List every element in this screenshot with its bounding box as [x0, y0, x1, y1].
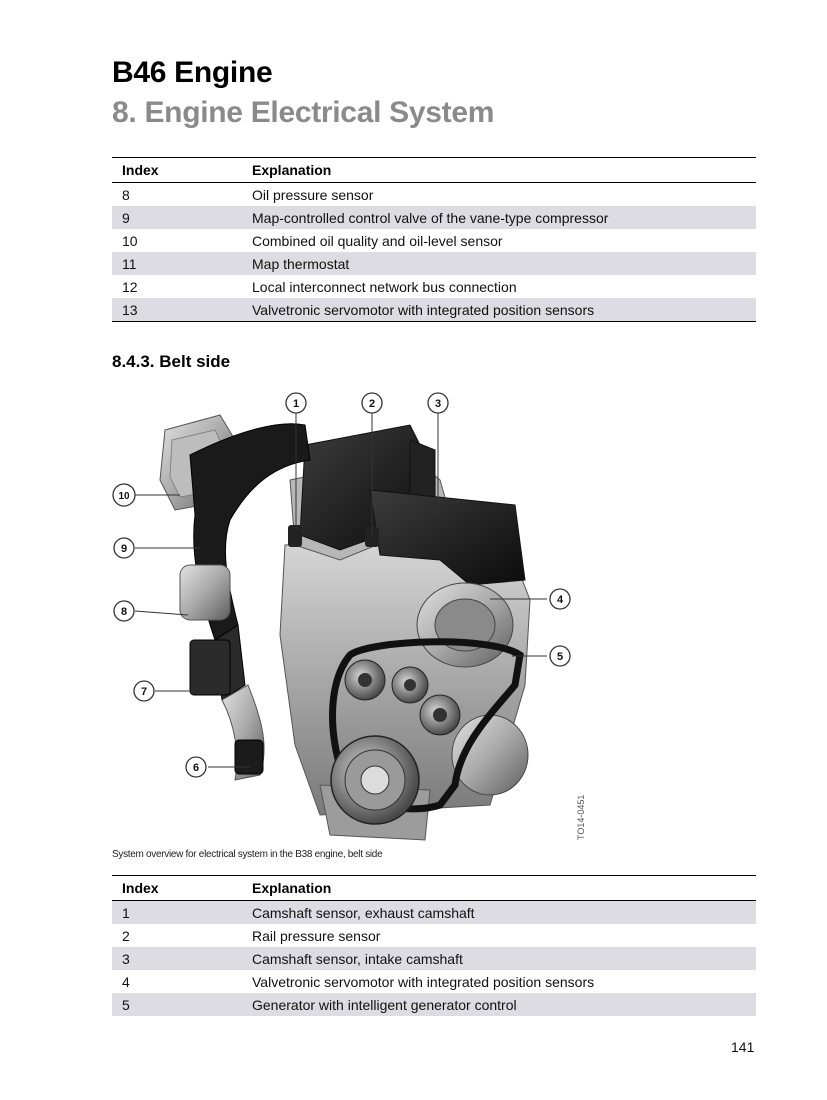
svg-text:8: 8: [120, 606, 128, 618]
callout-5: [550, 646, 570, 666]
row-explanation: Oil pressure sensor: [252, 186, 374, 203]
callout-2: [362, 393, 382, 413]
callout-8: [114, 601, 134, 621]
row-explanation: Camshaft sensor, exhaust camshaft: [242, 901, 756, 925]
svg-text:7: 7: [140, 686, 148, 698]
column-header-explanation: Explanation: [242, 876, 756, 901]
index-table-bottom: [112, 875, 756, 1016]
table-row: [112, 901, 756, 925]
table-row: [112, 229, 756, 252]
document-title: B46 Engine: [112, 56, 273, 89]
figure-caption: System overview for electrical system in the B38 engine, belt side: [112, 849, 383, 860]
table-row: [112, 298, 756, 322]
column-header-index: Index: [112, 876, 242, 901]
engine-body: [160, 415, 530, 840]
svg-text:10: 10: [118, 491, 130, 502]
svg-text:9: 9: [120, 543, 128, 555]
svg-text:4: 4: [556, 594, 564, 606]
row-index: 8: [122, 186, 130, 203]
table-row: [112, 924, 756, 947]
callout-10: [113, 484, 135, 506]
callout-9: [114, 538, 134, 558]
svg-text:1: 1: [292, 398, 300, 410]
row-index: 9: [112, 206, 242, 229]
callout-7: [134, 681, 154, 701]
table-row: [112, 183, 756, 207]
table-row: [112, 252, 756, 275]
row-explanation: Valvetronic servomotor with integrated position sensors: [252, 973, 595, 990]
row-explanation: Combined oil quality and oil-level sensor: [252, 232, 503, 249]
svg-text:6: 6: [192, 762, 200, 774]
row-index: 10: [122, 232, 138, 249]
row-explanation: Map thermostat: [242, 252, 756, 275]
column-header-explanation: Explanation: [242, 158, 756, 183]
index-table-top: [112, 157, 756, 322]
callout-3: [428, 393, 448, 413]
row-explanation: Map-controlled control valve of the vane-type compressor: [242, 206, 756, 229]
page-number: 141: [731, 1039, 755, 1055]
row-index: 13: [112, 298, 242, 322]
svg-text:5: 5: [556, 651, 564, 663]
row-index: 5: [112, 993, 242, 1016]
row-explanation: Camshaft sensor, intake camshaft: [242, 947, 756, 970]
row-index: 1: [112, 901, 242, 925]
svg-text:2: 2: [368, 398, 376, 410]
table-row: [112, 206, 756, 229]
callout-1: [286, 393, 306, 413]
engine-illustration: [110, 385, 590, 855]
row-index: 2: [122, 927, 130, 944]
row-index: 4: [122, 973, 130, 990]
svg-text:3: 3: [434, 398, 442, 410]
table-row: [112, 993, 756, 1016]
callout-6: [186, 757, 206, 777]
image-code: TO14-0451: [576, 794, 586, 840]
section-heading: 8.4.3. Belt side: [112, 352, 231, 371]
row-explanation: Rail pressure sensor: [252, 927, 381, 944]
column-header-index: Index: [112, 158, 242, 183]
chapter-title: 8. Engine Electrical System: [112, 96, 495, 129]
table-row: [112, 275, 756, 298]
callout-4: [550, 589, 570, 609]
row-explanation: Local interconnect network bus connection: [252, 278, 517, 295]
table-header-row: [112, 158, 756, 183]
row-explanation: Valvetronic servomotor with integrated position sensors: [242, 298, 756, 322]
table-header-row: [112, 876, 756, 901]
row-explanation: Generator with intelligent generator control: [242, 993, 756, 1016]
table-row: [112, 947, 756, 970]
row-index: 11: [112, 252, 242, 275]
row-index: 3: [112, 947, 242, 970]
table-row: [112, 970, 756, 993]
row-index: 12: [122, 278, 138, 295]
